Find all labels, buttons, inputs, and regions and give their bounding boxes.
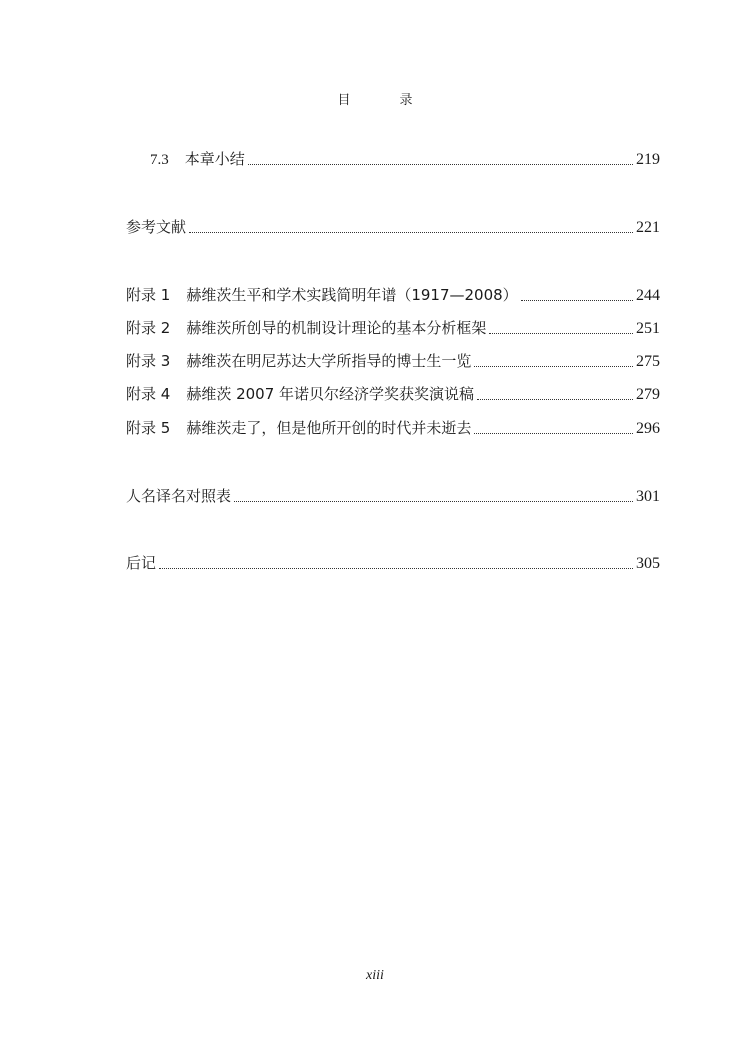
dot-leader — [234, 501, 633, 502]
dot-leader — [474, 433, 633, 434]
toc-entry-title: 赫维茨 2007 年诺贝尔经济学奖获奖演说稿 — [186, 385, 475, 403]
dot-leader — [159, 568, 633, 569]
toc-entry-section-7-3[interactable] — [150, 148, 660, 170]
dot-leader — [477, 399, 633, 400]
toc-entry-appendix-4[interactable] — [126, 383, 660, 405]
toc-entry-appendix-5[interactable] — [126, 417, 660, 439]
toc-entry-references[interactable] — [126, 216, 660, 238]
dot-leader — [189, 232, 633, 233]
toc-entry-title: 赫维茨在明尼苏达大学所指导的博士生一览 — [186, 352, 472, 370]
toc-appendix-label: 附录 4 — [126, 385, 171, 403]
toc-page-number: 251 — [636, 320, 660, 337]
toc-entry-title: 本章小结 — [184, 150, 245, 168]
toc-entry-title: 人名译名对照表 — [126, 487, 232, 505]
toc-appendix-label: 附录 1 — [126, 286, 171, 304]
toc-section-number: 7.3 — [150, 152, 169, 168]
toc-appendix-label: 附录 3 — [126, 352, 171, 370]
toc-entry-appendix-2[interactable] — [126, 317, 660, 339]
toc-entry-title: 赫维茨生平和学术实践简明年谱（1917—2008） — [186, 286, 518, 304]
toc-page-number: 296 — [636, 420, 660, 437]
toc-entry-title: 赫维茨所创导的机制设计理论的基本分析框架 — [186, 319, 487, 337]
toc-entry-title: 参考文献 — [126, 218, 187, 236]
toc-page-number: 305 — [636, 555, 660, 572]
toc-page-number: 275 — [636, 353, 660, 370]
toc-entry-name-index[interactable] — [126, 485, 660, 507]
toc-entry-appendix-3[interactable] — [126, 350, 660, 372]
toc-entry-title: 后记 — [126, 554, 157, 572]
toc-page-number: 244 — [636, 287, 660, 304]
toc-entry-postscript[interactable] — [126, 552, 660, 574]
toc-page-number: 279 — [636, 386, 660, 403]
dot-leader — [248, 164, 633, 165]
page-header-title: 目 录 — [337, 93, 431, 108]
page-folio: xiii — [366, 968, 384, 983]
toc-page-number: 301 — [636, 488, 660, 505]
toc-appendix-label: 附录 5 — [126, 419, 171, 437]
dot-leader — [489, 333, 633, 334]
toc-page-number: 221 — [636, 219, 660, 236]
toc-entry-title: 赫维茨走了，但是他所开创的时代并未逝去 — [186, 419, 472, 437]
toc-appendix-label: 附录 2 — [126, 319, 171, 337]
toc-page-number: 219 — [636, 151, 660, 168]
dot-leader — [474, 366, 633, 367]
toc-entry-appendix-1[interactable] — [126, 284, 660, 306]
dot-leader — [521, 300, 633, 301]
